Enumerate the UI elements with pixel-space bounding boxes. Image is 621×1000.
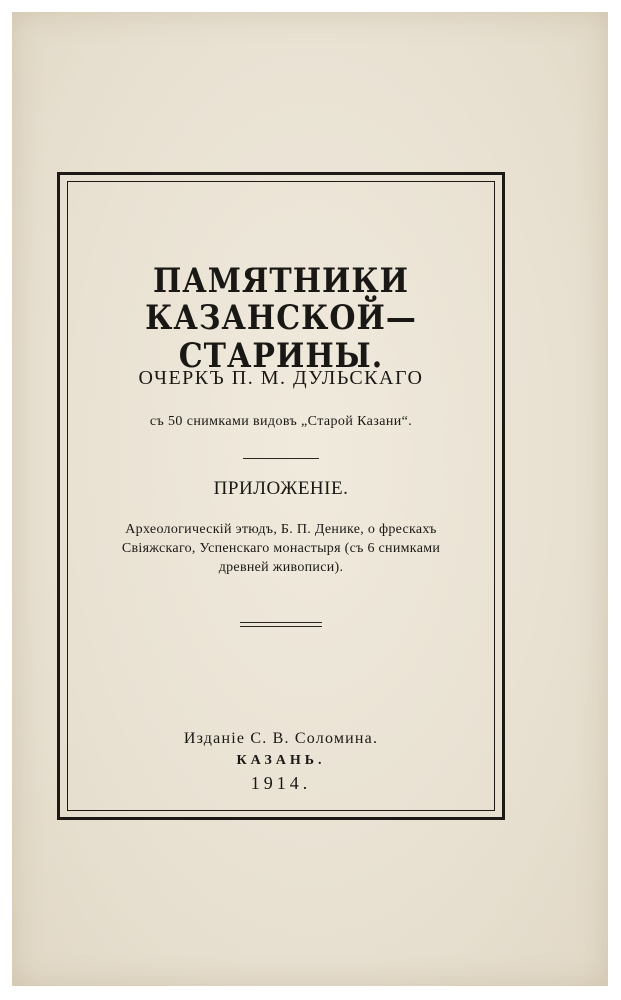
city-line: КАЗАНЬ.	[236, 753, 326, 768]
appendix-line: Археологическій этюдъ, Б. П. Денике, о фрескахъ	[125, 522, 437, 537]
publisher-line: Изданіе С. В. Соломина.	[183, 730, 379, 747]
double-divider	[240, 622, 322, 627]
year-line: 1914.	[250, 773, 312, 793]
appendix-line: древней живописи).	[218, 560, 344, 575]
short-divider	[243, 458, 319, 459]
author-subtitle: ОЧЕРКЪ П. М. ДУЛЬСКАГО	[138, 367, 424, 389]
title-line-2: КАЗАНСКОЙ—СТАРИНЫ.	[145, 298, 417, 377]
appendix-line: Свіяжскаго, Успенскаго монастыря (съ 6 снимками	[121, 541, 441, 556]
appendix-heading: ПРИЛОЖЕНІЕ.	[213, 478, 349, 499]
photos-note: съ 50 снимками видовъ „Старой Казани“.	[149, 414, 413, 429]
appendix-description	[111, 520, 451, 577]
title-line-1: ПАМЯТНИКИ	[152, 261, 410, 302]
title-page-content	[67, 181, 495, 811]
